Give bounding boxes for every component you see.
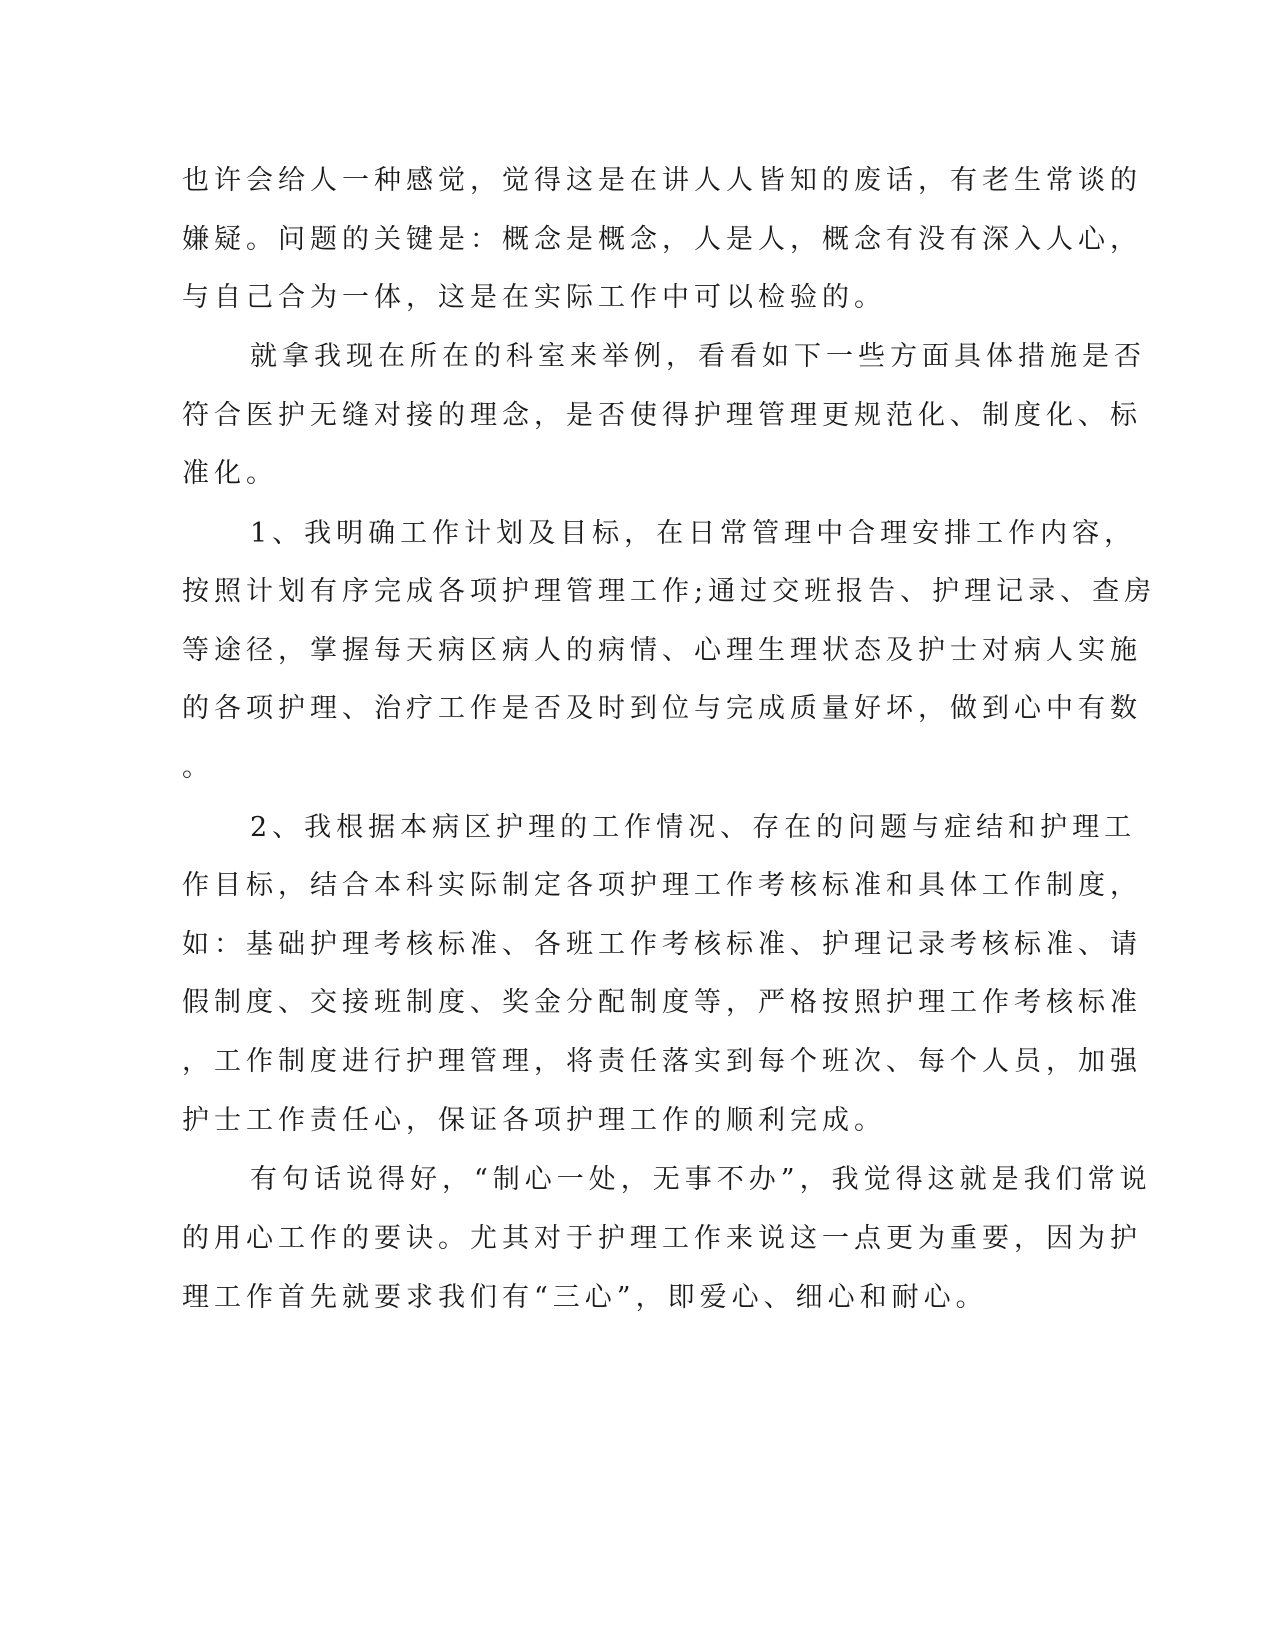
text-line: 的用心工作的要诀。尤其对于护理工作来说这一点更为重要，因为护 (182, 1223, 1142, 1254)
text-line: 的各项护理、治疗工作是否及时到位与完成质量好坏，做到心中有数 (182, 693, 1142, 724)
text-line: 如：基础护理考核标准、各班工作考核标准、护理记录考核标准、请 (182, 929, 1142, 960)
text-line: 按照计划有序完成各项护理管理工作;通过交班报告、护理记录、查房 (182, 576, 1157, 607)
text-line: 理工作首先就要求我们有“三心”，即爱心、细心和耐心。 (182, 1282, 988, 1313)
text-line: 也许会给人一种感觉，觉得这是在讲人人皆知的废话，有老生常谈的 (182, 165, 1142, 196)
text-line: 1、我明确工作计划及目标，在日常管理中合理安排工作内容， (250, 518, 1137, 549)
text-line: 就拿我现在所在的科室来举例，看看如下一些方面具体措施是否 (250, 341, 1146, 372)
text-line: 与自己合为一体，这是在实际工作中可以检验的。 (182, 282, 886, 313)
text-line: 。 (182, 752, 214, 783)
text-line: ，工作制度进行护理管理，将责任落实到每个班次、每个人员，加强 (182, 1046, 1142, 1077)
text-line: 准化。 (182, 458, 278, 489)
text-line: 2、我根据本病区护理的工作情况、存在的问题与症结和护理工 (250, 812, 1137, 843)
text-line: 符合医护无缝对接的理念，是否使得护理管理更规范化、制度化、标 (182, 400, 1142, 431)
text-line: 嫌疑。问题的关键是：概念是概念，人是人，概念有没有深入人心， (182, 224, 1142, 255)
text-line: 有句话说得好，“制心一处，无事不办”，我觉得这就是我们常说 (250, 1164, 1152, 1195)
text-line: 假制度、交接班制度、奖金分配制度等，严格按照护理工作考核标准 (182, 987, 1142, 1018)
text-line: 作目标，结合本科实际制定各项护理工作考核标准和具体工作制度， (182, 870, 1142, 901)
text-line: 护士工作责任心，保证各项护理工作的顺利完成。 (182, 1105, 886, 1136)
text-line: 等途径，掌握每天病区病人的病情、心理生理状态及护士对病人实施 (182, 635, 1142, 666)
